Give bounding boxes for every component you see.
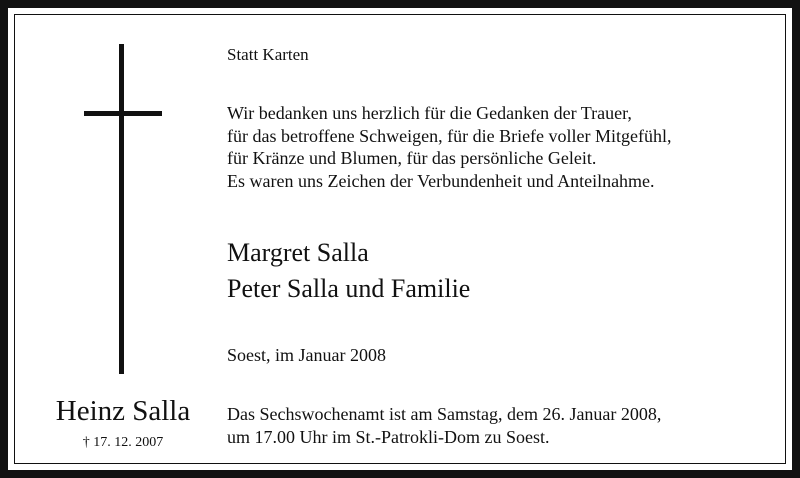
thanks-line: für das betroffene Schweigen, für die Briefe voller Mitgefühl, [227,125,672,146]
thanks-line: für Kränze und Blumen, für das persönliche Geleit. [227,148,597,168]
thanks-text [227,102,672,192]
cross-vertical-bar [119,44,124,374]
thanks-line: Es waren uns Zeichen der Verbundenheit und Anteilnahme. [227,170,655,191]
place-date: Soest, im Januar 2008 [227,345,386,365]
service-notice [227,403,661,449]
notice-heading: Statt Karten [227,45,309,64]
thanks-line: Wir bedanken uns herzlich für die Gedanken der Trauer, [227,103,632,123]
deceased-name: Heinz Salla [55,395,191,427]
signer-name: Margret Salla [227,238,369,267]
signers [227,235,470,307]
cross-horizontal-bar [84,111,162,116]
signer-name: Peter Salla und Familie [227,274,471,303]
service-line: Das Sechswochenamt ist am Samstag, dem 26. Januar 2008, [227,404,662,424]
death-date: † 17. 12. 2007 [82,435,164,450]
service-line: um 17.00 Uhr im St.-Patrokli-Dom zu Soest. [227,427,550,447]
